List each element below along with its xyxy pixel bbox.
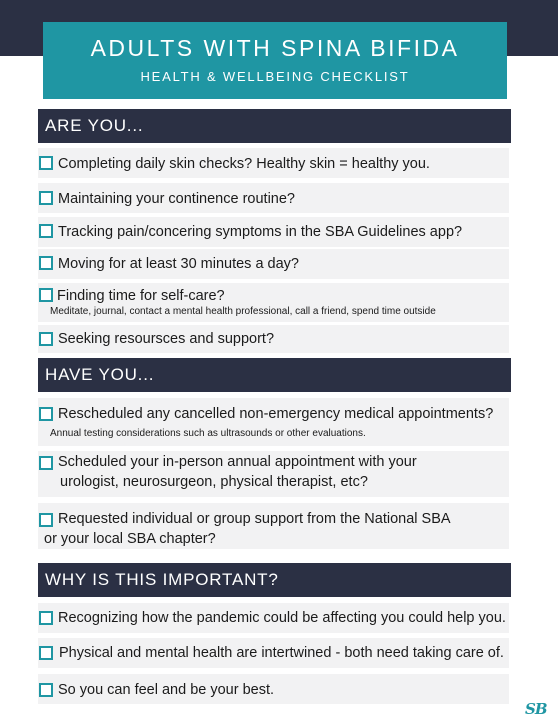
checklist-item[interactable]: [38, 148, 509, 178]
sba-logo: SB: [525, 700, 547, 718]
item-text: Seeking resoursces and support?: [58, 331, 275, 347]
checklist-item[interactable]: [38, 325, 509, 353]
item-text: Moving for at least 30 minutes a day?: [58, 256, 299, 272]
checkbox[interactable]: [39, 288, 53, 302]
item-text: Finding time for self-care?: [57, 288, 225, 304]
checkbox[interactable]: [39, 332, 53, 346]
checkbox[interactable]: [39, 407, 53, 421]
checklist-item[interactable]: [38, 674, 509, 704]
section-heading-are-you: ARE YOU...: [38, 109, 511, 143]
checklist-item[interactable]: [38, 398, 509, 446]
item-text: So you can feel and be your best.: [58, 682, 275, 698]
item-text: Tracking pain/concering symptoms in the SBA Guidelines app?: [58, 224, 463, 240]
section-heading-why: WHY IS THIS IMPORTANT?: [38, 563, 511, 597]
item-text: Maintaining your continence routine?: [58, 191, 295, 207]
checkbox[interactable]: [39, 156, 53, 170]
checkbox[interactable]: [39, 191, 53, 205]
title-banner: [43, 22, 507, 99]
item-note: Annual testing considerations such as ultrasounds or other evaluations.: [50, 428, 366, 439]
checklist-item[interactable]: [38, 249, 509, 279]
checkbox[interactable]: [39, 224, 53, 238]
checkbox[interactable]: [39, 646, 53, 660]
item-text: Completing daily skin checks? Healthy skin = healthy you.: [58, 156, 430, 172]
page-subtitle: HEALTH & WELLBEING CHECKLIST: [140, 69, 410, 84]
item-text-line1: Requested individual or group support from the National SBA: [58, 511, 451, 527]
item-text-line1: Scheduled your in-person annual appointment with your: [58, 454, 417, 470]
item-note: Meditate, journal, contact a mental health professional, call a friend, spend time outside: [50, 306, 436, 317]
checklist-item[interactable]: [38, 183, 509, 213]
checkbox[interactable]: [39, 256, 53, 270]
item-text-line2: or your local SBA chapter?: [44, 531, 216, 547]
page-title: ADULTS WITH SPINA BIFIDA: [90, 35, 460, 61]
section-heading-have-you: HAVE YOU...: [38, 358, 511, 392]
checklist-item[interactable]: [38, 603, 509, 633]
item-text: Physical and mental health are intertwined - both need taking care of.: [59, 645, 504, 661]
item-text: Rescheduled any cancelled non-emergency medical appointments?: [58, 406, 494, 422]
checkbox[interactable]: [39, 513, 53, 527]
checklist-item[interactable]: [38, 283, 509, 322]
checklist-item[interactable]: [38, 217, 509, 247]
checkbox[interactable]: [39, 456, 53, 470]
checklist-item[interactable]: [38, 638, 509, 668]
checkbox[interactable]: [39, 611, 53, 625]
checklist-item[interactable]: [38, 503, 509, 549]
checklist-item[interactable]: [38, 451, 509, 497]
item-text-line2: urologist, neurosurgeon, physical therapist, etc?: [60, 474, 368, 490]
checkbox[interactable]: [39, 683, 53, 697]
item-text: Recognizing how the pandemic could be affecting you could help you.: [58, 610, 506, 626]
